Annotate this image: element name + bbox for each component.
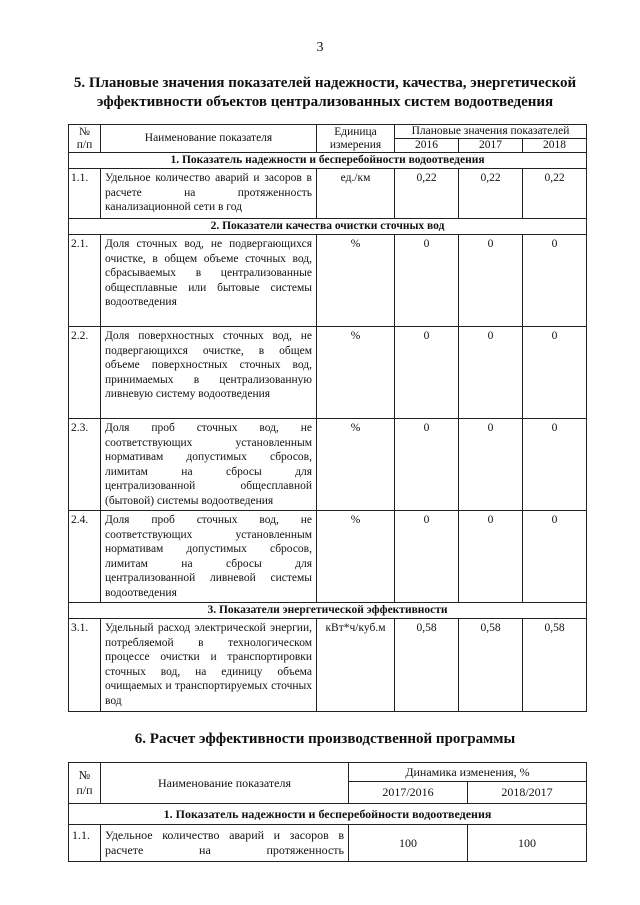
row-unit: % [317, 419, 395, 511]
row-value: 0,58 [459, 619, 523, 712]
row-value: 0,22 [523, 169, 587, 219]
table-row [69, 419, 587, 511]
row-value: 0 [395, 419, 459, 511]
table-row [69, 825, 587, 862]
row-name: Удельное количество аварий и засоров в расчете на протяженность [101, 825, 349, 862]
row-unit: кВт*ч/куб.м [317, 619, 395, 712]
group-title: 2. Показатели качества очистки сточных вод [69, 219, 587, 235]
row-value: 0 [523, 419, 587, 511]
header-dynamics: Динамика изменения, % [349, 763, 587, 782]
row-value: 0,22 [395, 169, 459, 219]
row-number: 2.2. [69, 327, 101, 419]
header-name: Наименование показателя [101, 125, 317, 153]
row-name: Доля сточных вод, не подвергающихся очистке, в общем объеме сточных вод, сбрасываемых в централизованные общесплавные или бытовые системы водоотведения [101, 235, 317, 327]
row-value: 100 [349, 825, 468, 862]
section6-title: 6. Расчет эффективности производственной программы [134, 731, 516, 747]
row-unit: % [317, 511, 395, 603]
header-num: № п/п [69, 125, 101, 153]
group-title: 3. Показатели энергетической эффективности [69, 603, 587, 619]
row-number: 1.1. [69, 169, 101, 219]
row-value: 0 [459, 511, 523, 603]
row-value: 0 [459, 419, 523, 511]
row-value: 0 [523, 511, 587, 603]
row-number: 2.4. [69, 511, 101, 603]
header-year: 2016 [395, 139, 459, 153]
row-unit: % [317, 327, 395, 419]
row-number: 2.1. [69, 235, 101, 327]
row-value: 0 [395, 235, 459, 327]
header-year: 2018 [523, 139, 587, 153]
row-number: 1.1. [69, 825, 101, 862]
row-value: 0 [395, 327, 459, 419]
row-number: 2.3. [69, 419, 101, 511]
row-name: Доля проб сточных вод, не соответствующих установленным нормативам допустимых сбросов, лимитам на сбросы для централизованной общесплавной (бытовой) системы водоотведения [101, 419, 317, 511]
row-value: 0,58 [523, 619, 587, 712]
header-period: 2018/2017 [468, 782, 587, 804]
row-unit: ед./км [317, 169, 395, 219]
group-title: 1. Показатель надежности и бесперебойности водоотведения [69, 804, 587, 825]
row-value: 0,58 [395, 619, 459, 712]
row-value: 0,22 [459, 169, 523, 219]
row-value: 0 [523, 327, 587, 419]
header-planned: Плановые значения показателей [395, 125, 587, 139]
section5-title [60, 74, 590, 112]
efficiency-table [68, 762, 587, 862]
row-name: Удельный расход электрической энергии, потребляемой в технологическом процессе очистки и транспортировки сточных вод, на единицу объема очищаемых и транспортируемых сточных вод [101, 619, 317, 712]
row-name: Доля поверхностных сточных вод, не подвергающихся очистке, в общем объеме поверхностных сточных вод, принимаемых в централизованную ливневую систему водоотведения [101, 327, 317, 419]
section5-title-line1: 5. Плановые значения показателей надежности, качества, энергетической [73, 75, 577, 91]
table-row [69, 511, 587, 603]
row-unit: % [317, 235, 395, 327]
section5-title-line2: эффективности объектов централизованных систем водоотведения [96, 94, 554, 110]
row-value: 0 [459, 327, 523, 419]
group-title: 1. Показатель надежности и бесперебойности водоотведения [69, 153, 587, 169]
row-name: Удельное количество аварий и засоров в расчете на протяженность канализационной сети в год [101, 169, 317, 219]
table-row [69, 169, 587, 219]
page-number: 3 [316, 40, 324, 55]
header-num: № п/п [69, 763, 101, 804]
table-row [69, 235, 587, 327]
row-name: Доля проб сточных вод, не соответствующих установленным нормативам допустимых сбросов, лимитам на сбросы для централизованной ливневой системы водоотведения [101, 511, 317, 603]
table-row [69, 327, 587, 419]
table-row [69, 619, 587, 712]
header-period: 2017/2016 [349, 782, 468, 804]
row-value: 0 [395, 511, 459, 603]
planned-indicators-table [68, 124, 587, 712]
header-year: 2017 [459, 139, 523, 153]
row-value: 100 [468, 825, 587, 862]
row-value: 0 [459, 235, 523, 327]
header-unit: Единица измерения [317, 125, 395, 153]
row-value: 0 [523, 235, 587, 327]
row-number: 3.1. [69, 619, 101, 712]
header-name: Наименование показателя [101, 763, 349, 804]
